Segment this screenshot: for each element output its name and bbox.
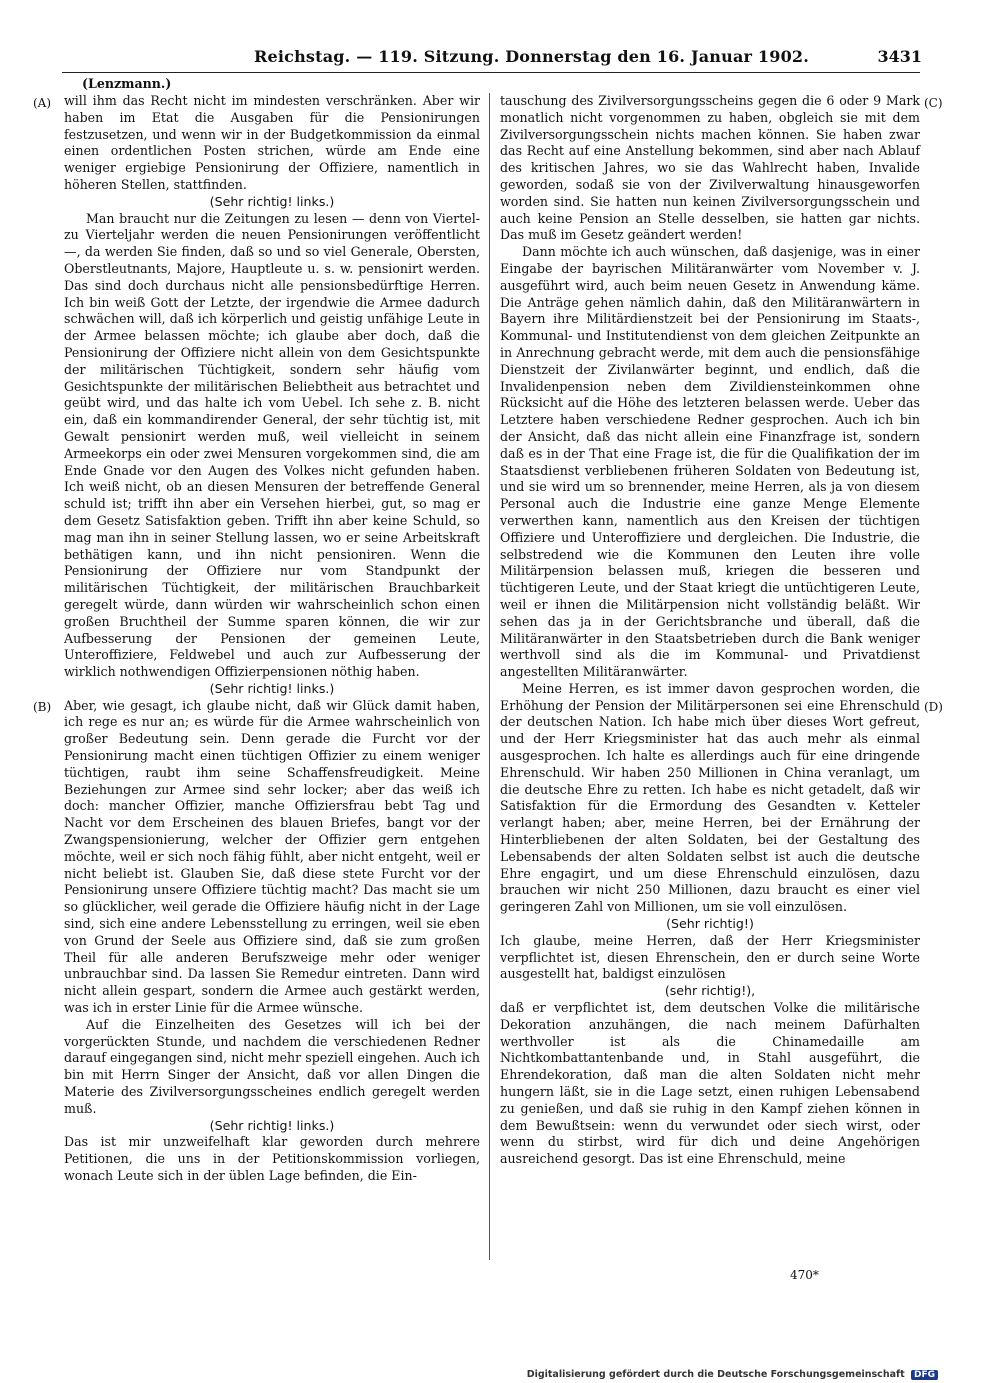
- interjection: (Sehr richtig! links.): [209, 1117, 335, 1133]
- paragraph: Ich glaube, meine Herren, daß der Herr Kriegsminister verpflichtet ist, diesen Ehrenschein, den er durch seine Worte ausgestellt hat, baldigst einzulösen: [500, 932, 920, 982]
- right-column: [500, 93, 920, 1168]
- header-title: Reichstag. — 119. Sitzung. Donnerstag den 16. Januar 1902.: [254, 47, 810, 66]
- interjection: (Sehr richtig! links.): [209, 193, 335, 209]
- margin-marker-c: (C): [924, 96, 943, 110]
- paragraph: tauschung des Zivilversorgungsscheins gegen die 6 oder 9 Mark monatlich nicht vorgenommen zu haben, obgleich sie mit dem Zivilversorgungsschein nichts machen können. Sie haben zwar das Recht auf eine Anstellung bekommen, sind aber nach Ablauf des kritischen Jahres, wo sie das Wahlrecht haben, Invalide geworden, sodaß sie von der Zivilverwaltung hinausgeworfen worden sind. Sie hatten nun keinen Zivilversorgungsschein und auch keine Pension an Stelle desselben, sie hatten gar nichts. Das muß im Gesetz geändert werden!: [500, 93, 920, 243]
- column-divider: [489, 93, 490, 1260]
- interjection: (Sehr richtig!): [666, 916, 754, 932]
- speaker-name: (Lenzmann.): [82, 76, 172, 91]
- paragraph: Dann möchte ich auch wünschen, daß dasjenige, was in einer Eingabe der bayrischen Militäranwärter vom November v. J. ausgeführt wird, auch beim neuen Gesetz in Anwendung käme. Die Anträge gehen nämlich dahin, daß den Militäranwärtern in Bayern ihre Militärdienstzeit bei der Pensionirung im Staats-, Kommunal- und Institutendienst von dem gleichen Zeitpunkte an in Anrechnung gebracht werde, mit dem auch die pensionsfähige Dienstzeit der Zivilanwärter beginnt, und endlich, daß die Invalidenpension neben dem Zivildiensteinkommen ohne Rücksicht auf die Höhe des letzteren belassen werde. Ueber das Letztere haben verschiedene Redner gesprochen. Auch ich bin der Ansicht, daß das nicht allein eine Finanzfrage ist, sondern daß es in der That eine Frage ist, die für die Qualifikation der im Staatsdienst verbliebenen früheren Soldaten von Bedeutung ist, und sie wird um so brennender, meine Herren, als ja von diesem Personal auch die Industrie eine ganze Menge Elemente verwerthen kann, namentlich aus den Kreisen der tüchtigen Offiziere und Unteroffiziere und dergleichen. Die Industrie, die selbstredend wie die Kommunen den Leuten ihre volle Militärpension belassen muß, kriegen die besseren und tüchtigeren Leute, und der Staat kriegt die untüchtigeren Leute, weil er ihnen die Militärpension nicht vollständig beläßt. Wir sehen das ja in der Gerichtsbranche und überall, daß die Militäranwärter in den Staatsbetrieben durch die Bank weniger werthvoll sind als die im Kommunal- und Privatdienst angestellten Militäranwärter.: [500, 244, 920, 680]
- footer-text: Digitalisierung gefördert durch die Deutsche Forschungsgemeinschaft: [526, 1369, 905, 1380]
- margin-marker-d: (D): [924, 700, 943, 714]
- paragraph: Meine Herren, es ist immer davon gesprochen worden, die Erhöhung der Pension der Militärpersonen sei eine Ehrenschuld der deutschen Nation. Ich habe mich über dieses Wort gefreut, und der Herr Kriegsminister hat das auch mehr als einmal ausgesprochen. Ich halte es allerdings auch für eine dringende Ehrenschuld. Wir haben 250 Millionen in China veranlagt, um die deutsche Ehre zu retten. Ich habe es nicht getadelt, daß wir Satisfaktion für die Ermordung des Gesandten v. Ketteler verlangt haben; aber, meine Herren, bei der Ernährung der Hinterbliebenen der alten Soldaten, bei der Gestaltung des Lebensabends der alten Soldaten selbst ist auch die deutsche Ehre engagirt, und um diese Ehrenschuld einzulösen, dazu brauchen wir nicht 250 Millionen, dazu braucht es einer viel geringeren Zahl von Millionen, um sie voll einzulösen.: [500, 680, 920, 915]
- interjection: (sehr richtig!),: [664, 983, 756, 999]
- paragraph: daß er verpflichtet ist, dem deutschen Volke die militärische Dekoration anzuhängen, die nach meinem Dafürhalten werthvoller ist als die Chinamedaille am Nichtkombattantenbande und, in Stahl ausgeführt, die Ehrendekoration, daß man die alten Soldaten nicht mehr hungern läßt, sie in die Lage setzt, einen ruhigen Lebensabend zu genießen, und daß sie ruhig in den Kampf ziehen können in dem Bewußtsein: wenn du verwundet oder siech wirst, oder wenn du stirbst, wird für dich und deine Angehörigen ausreichend gesorgt. Das ist eine Ehrenschuld, meine: [500, 1000, 920, 1167]
- header-rule: [62, 72, 920, 73]
- paragraph: will ihm das Recht nicht im mindesten verschränken. Aber wir haben im Etat die Ausgaben für die Pensionirungen festzusetzen, und wenn wir in der Budgetkommission da einmal einen ordentlichen Posten strichen, würde am Ende eine weniger ergiebige Pensionirung der Offiziere, namentlich in höheren Stellen, stattfinden.: [64, 93, 480, 192]
- page-header: [62, 47, 922, 71]
- paragraph: Das ist mir unzweifelhaft klar geworden durch mehrere Petitionen, die uns in der Petitionskommission vorliegen, wonach Leute sich in der üblen Lage befinden, die Ein-: [64, 1134, 480, 1183]
- signature-mark: 470*: [790, 1268, 819, 1282]
- interjection: (Sehr richtig! links.): [209, 680, 335, 696]
- left-column: [64, 93, 480, 1185]
- margin-marker-a: (A): [33, 96, 52, 110]
- page-number: 3431: [877, 47, 922, 66]
- footer: [527, 1369, 938, 1380]
- paragraph: Man braucht nur die Zeitungen zu lesen — denn von Viertel- zu Vierteljahr werden die neuen Pensionirungen veröffentlicht —, da werden Sie finden, daß so und so viel Generale, Obersten, Oberstleutnants, Majore, Hauptleute u. s. w. pensionirt werden. Das sind doch durchaus nicht alle pensionsbedürftige Herren. Ich bin weiß Gott der Letzte, der irgendwie die Armee dadurch schwächen will, daß ich körperlich und geistig unfähige Leute in der Armee belassen möchte; ich glaube aber doch, daß die Pensionirung der Offiziere nicht allein von dem Gesichtspunkte der militärischen Tüchtigkeit, sondern sehr häufig vom Gesichtspunkte der militärischen Beliebtheit aus betrachtet und geübt wird, und das halte ich vom Uebel. Ich sehe z. B. nicht ein, daß ein kommandirender General, der sehr tüchtig ist, mit Gewalt pensionirt werden muß, weil vielleicht in seinem Armeekorps ein oder zwei Mensuren vorgekommen sind, die am Ende Gnade vor den Augen des Volkes nicht gefunden haben. Ich weiß nicht, ob an diesen Mensuren der betreffende General schuld ist; trifft ihn aber ein Versehen hierbei, gut, so mag er dem Gesetz Satisfaktion geben. Trifft ihn aber keine Schuld, so mag man ihn in seiner Stellung lassen, wo er seine Arbeitskraft bethätigen kann, und ihn nicht pensioniren. Wenn die Pensionirung der Offiziere nur vom Standpunkt der militärischen Tüchtigkeit, der militärischen Brauchbarkeit geregelt würde, dann würden wir wahrscheinlich schon einen großen Bruchtheil der Summe sparen können, die wir zur Aufbesserung der Pensionen der gemeinen Leute, Unteroffiziere, Feldwebel und auch zur Aufbesserung der wirklich nothwendigen Offizierpensionen nöthig haben.: [64, 210, 480, 680]
- dfg-logo: DFG: [911, 1370, 938, 1380]
- margin-marker-b: (B): [33, 700, 52, 714]
- paragraph: Aber, wie gesagt, ich glaube nicht, daß wir Glück damit haben, ich rege es nur an; es würde für die Armee wahrscheinlich von großer Bedeutung sein. Denn gerade die Furcht vor der Pensionirung macht einen tüchtigen Offizier zu einem weniger tüchtigen, raubt ihm seine Schaffensfreudigkeit. Meine Beziehungen zur Armee sind sehr locker; aber das weiß ich doch: mancher Offizier, manche Offiziersfrau bebt Tag und Nacht vor dem Erscheinen des blauen Briefes, bangt vor der Zwangspensionierung, welcher der Offizier gern entgehen möchte, weil er sich noch fähig fühlt, aber nicht entgeht, weil er nicht beliebt ist. Glauben Sie, daß diese stete Furcht vor der Pensionirung unsere Offiziere tüchtig macht? Das macht sie um so glücklicher, weil gerade die Offiziere häufig nicht in der Lage sind, sich eine andere Lebensstellung zu erringen, weil sie eben von Grund der Seele aus Offiziere sind, daß sie zum großen Theil für alle anderen Berufszweige mehr oder weniger unbrauchbar sind. Da lassen Sie Remedur eintreten. Dann wird nicht allein gespart, sondern die Armee auch gestärkt werden, was ich in erster Linie für die Armee wünsche.: [64, 697, 480, 1016]
- paragraph: Auf die Einzelheiten des Gesetzes will ich bei der vorgerückten Stunde, und nachdem die verschiedenen Redner darauf eingegangen sind, nicht mehr speziell eingehen. Auch ich bin mit Herrn Singer der Ansicht, daß vor allen Dingen die Materie des Zivilversorgungsscheines endlich geregelt werden muß.: [64, 1016, 480, 1116]
